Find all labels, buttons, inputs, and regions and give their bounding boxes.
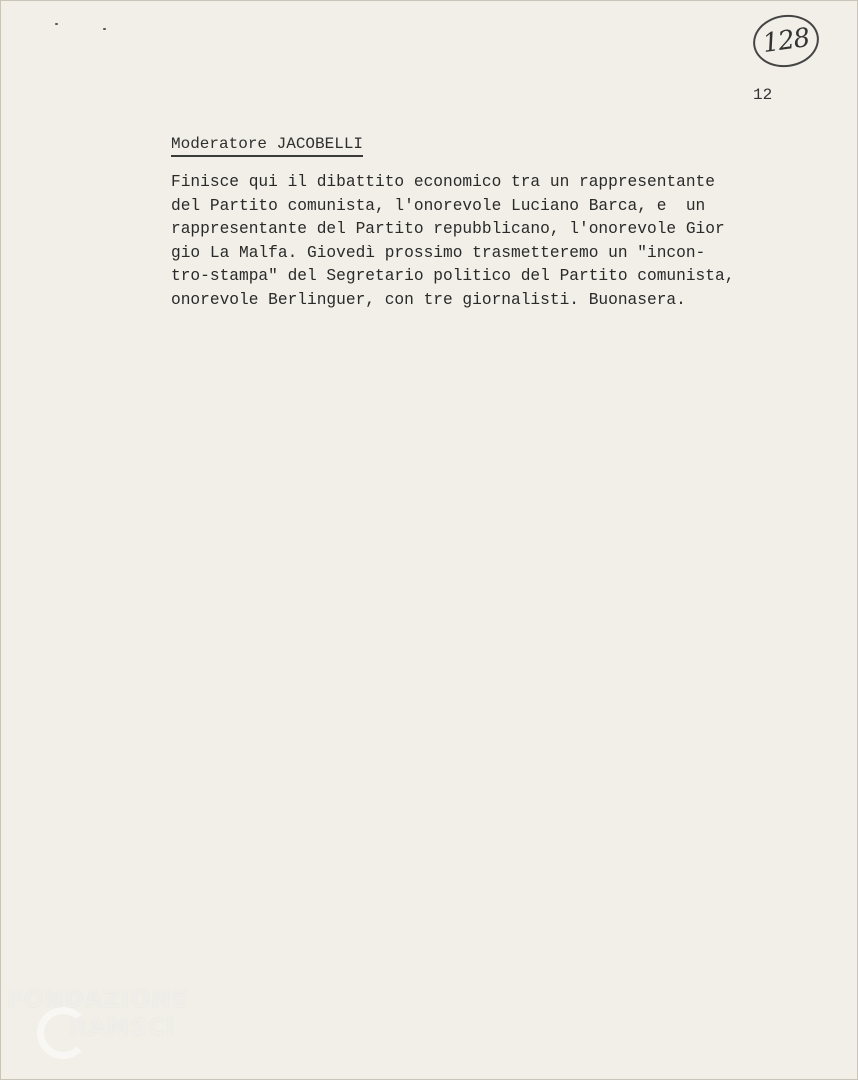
transcript-line: rappresentante del Partito repubblicano, l'onorevole Gior <box>171 220 725 238</box>
transcript-paragraph <box>171 171 791 312</box>
watermark-line-1: FONDAZIONE <box>7 987 189 1013</box>
transcript-line: Finisce qui il dibattito economico tra un rappresentante <box>171 173 715 191</box>
transcript-line: tro-stampa" del Segretario politico del Partito comunista, <box>171 267 735 285</box>
archive-number-stamp: 128 <box>750 11 823 72</box>
watermark-line-2: RAMSCI <box>69 1015 176 1041</box>
page-number: 12 <box>753 86 773 104</box>
transcript-line: del Partito comunista, l'onorevole Luciano Barca, e un <box>171 196 706 215</box>
transcript-line: onorevole Berlinguer, con tre giornalisti. Buonasera. <box>171 290 686 309</box>
transcript-line: gio La Malfa. Giovedì prossimo trasmetteremo un "incon- <box>171 243 706 262</box>
ink-speck <box>55 23 58 25</box>
ink-speck <box>103 28 106 30</box>
foundation-watermark <box>7 987 217 1071</box>
speaker-heading: Moderatore JACOBELLI <box>171 135 363 157</box>
